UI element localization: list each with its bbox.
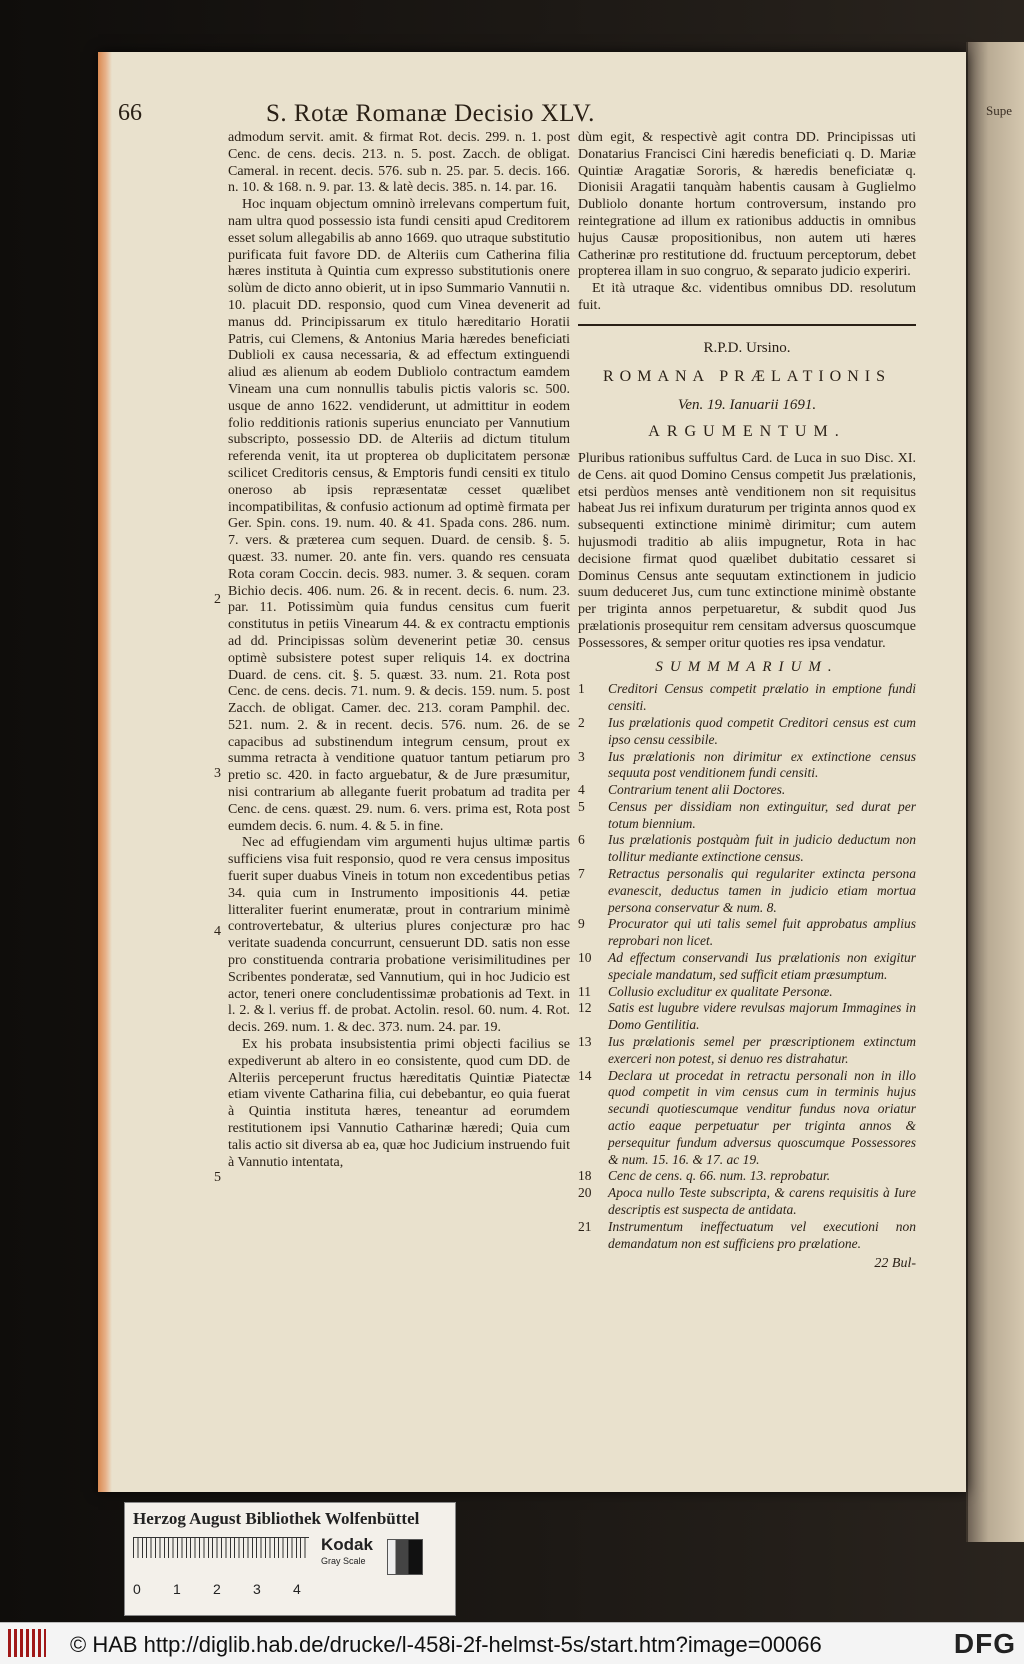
next-page-edge (966, 42, 1024, 1542)
summary-item-text: Ius prælationis postquàm fuit in judicio deductum non tollitur mediante extinctione census. (608, 832, 916, 865)
section-rule (578, 324, 916, 326)
right-paragraph: dùm egit, & respectivè agit contra DD. Principissas uti Donatarius Francisci Cini hæredis beneficiati q. D. Mariæ Quintiæ Aragatiæ Sororis, & hæredis beneficiatæ q. Dionisii Aragatii tanquàm habentis causam à Guglielmo Dubliolo donante hortum controversum, instando pro reintegratione ad illum ex rationibus adductis in omnibus hujus Causæ propositionibus, non autem uti hæres Catherinæ pro restitutione dd. fructuum perceptorum, debet propterea illam in suo congruo, & separato judicio experiri. (578, 130, 916, 280)
summary-item-text: Ius prælationis semel per præscriptionem extinctum exerceri non potest, si denuo res distrahatur. (608, 1034, 916, 1066)
summary-item (578, 950, 916, 984)
summary-item-text: Census per dissidiam non extinguitur, sed durat per totum biennium. (608, 798, 916, 831)
summary-item-text: Ius prælationis non dirimitur ex extinctione census sequuta post venditionem fundi censiti. (608, 748, 916, 781)
scale-number: 1 (173, 1581, 181, 1597)
summary-item (578, 866, 916, 916)
argument-heading: ARGUMENTUM. (648, 423, 846, 441)
summary-item-text: Instrumentum ineffectuatum vel executioni non demandatum non est sufficiens pro prælatione. (608, 1218, 916, 1251)
scale-number: 3 (253, 1581, 261, 1597)
summary-item (578, 782, 916, 799)
summary-item (578, 1185, 916, 1219)
summary-item-number: 14 (578, 1067, 592, 1083)
summary-item-number: 4 (578, 782, 585, 798)
summary-item-number: 5 (578, 798, 585, 814)
summary-item-text: Procurator qui uti talis semel fuit approbatus amplius reprobari non licet. (608, 916, 916, 949)
summary-item-text: Collusio excluditur ex qualitate Personæ. (608, 983, 833, 999)
summary-item-number: 1 (578, 681, 585, 697)
summary-item-number: 20 (578, 1185, 592, 1201)
summary-item (578, 1034, 916, 1068)
scale-number: 2 (213, 1581, 221, 1597)
summary-item (578, 749, 916, 783)
scale-number: 4 (293, 1581, 301, 1597)
summary-item-number: 7 (578, 866, 585, 882)
summary-item (578, 984, 916, 1001)
summary-item-number: 12 (578, 1000, 592, 1016)
summary-item-number: 6 (578, 832, 585, 848)
footer-link[interactable]: © HAB http://diglib.hab.de/drucke/l-458i-2f-helmst-5s/start.htm?image=00066 (70, 1632, 822, 1657)
library-name: Herzog August Bibliothek Wolfenbüttel (133, 1509, 420, 1528)
summary-item (578, 715, 916, 749)
summary-item (578, 832, 916, 866)
right-column (578, 130, 916, 1273)
summary-item-number: 21 (578, 1218, 592, 1234)
summary-item-number: 9 (578, 916, 585, 932)
gray-scale-patch (387, 1539, 423, 1575)
summary-item-text: Ad effectum conservandi Ius prælationis non exigitur speciale mandatum, sed sufficit etiam præsumptum. (608, 950, 916, 982)
page-number: 66 (118, 100, 142, 126)
summary-item-number: 13 (578, 1034, 592, 1050)
barcode-icon (8, 1629, 46, 1657)
summary-item (578, 1000, 916, 1034)
library-label (124, 1502, 456, 1616)
scale-ruler (133, 1537, 309, 1576)
running-head (118, 100, 858, 134)
summary-item-text: Retractus personalis qui regulariter extincta persona evanescit, deductus tamen in judicio etiam mortua persona conservatur & num. 8. (608, 866, 916, 915)
summary-item-text: Cenc de cens. q. 66. num. 13. reprobatur. (608, 1168, 831, 1184)
left-paragraph: Hoc inquam objectum omninò irrelevans compertum fuit, nam ultra quod possessio ista fundi censiti apud Creditorem esset solum allegabilis ab anno 1669. quo utraque substitutio purificata fuit favore DD. de Alteriis cum Catherina filia hæres instituta à Quintia cum expresso substitutionis onere solùm de dicto anno obierit, ut in ipso Summario Vannutii n. 10. placuit DD. responsio, quod cum Vinea devenerit ad manus dd. Principissarum ex titulo hæreditario Horatii Patris, cui Clemens, & Antonius Maria hæredes beneficiati Dublioli ex causa necessaria, & ad effectum extinguendi aliud æs alienum ab eodem Dubliolo contractum eamdem Vineam una cum nonnullis tabulis pictis valoris sc. 500. usque de anno 1622. vendiderunt, ut admittitur in eodem folio redditionis rationis superius enunciato per Vannutium subscripto, possessio DD. de Alteriis ad dictum titulum referenda venit, ita ut propterea ob duplicitatem personæ scilicet Creditoris census, & Emptoris fundi censiti ex titulo oneroso ab ipsis repræsentatæ cesset quælibet incompatibilitas, & confusio actionum ad optimè firmata per Ger. Spin. cons. 19. num. 40. & 41. Spada cons. 286. num. 7. vers. & præterea cum sequen. Duard. de censib. §. 5. quæst. 33. numer. 20. ante fin. vers. quando res censuata Rota coram Coccin. decis. 983. numer. 3. & sequen. coram Bichio decis. 406. num. 26. & in recent. decis. 6. num. 23. par. 11. Potissimùm quia fundus censitus cum fuerit constitutus in petiis Vinearum 44. & ex contractu emptionis ad dd. Principissas solùm devenerint petiæ 30. census optimè subsistere potest super reliquis 14. ex doctrina Duard. de cens. cit. §. 5. quæst. 33. num. 21. Rota post Cenc. de cens. decis. 71. num. 9. & decis. 159. num. 5. post Zacch. de obligat. Camer. dec. 213. coram Pamphil. dec. 521. num. 2. & in recent. decis. 576. num. 26. de se capacibus ad substinendum integrum censum, prout ex summa retracta à venditione quatuor tantum petiarum pro pretio sc. 420. in facto arguebatur, & de Jure præsumitur, nisi contrarium ab allegante fuerit probatum ad tradita per Cenc. de cens. quæst. 29. num. 6. vers. prima est, Rota post eumdem decis. 6. num. 4. & 5. in fine. (228, 197, 570, 834)
summary-item-text: Declara ut procedat in retractu personali non in illo quod competit in vim census cum in terminis hujus secundi quotiescumque venditur fundus nova oriatur actio eaque perpetuatur per triginta annos & persequitur fundum adversus quoscumque Possessores & num. 15. 16. & 17. ac 19. (608, 1067, 916, 1167)
summary-item-text: Ius prælationis quod competit Creditori census est cum ipso censu cessibile. (608, 714, 916, 747)
catchword: 22 Bul- (874, 1256, 916, 1272)
scale-number: 0 (133, 1581, 141, 1597)
summary-item (578, 1068, 916, 1169)
summary-item-text: Apoca nullo Teste subscripta, & carens requisitis à Iure descriptis est suspecta de antidata. (608, 1185, 916, 1218)
summary-item (578, 1219, 916, 1253)
kodak-logo: Kodak (321, 1535, 373, 1554)
summary-item (578, 1168, 916, 1185)
left-paragraph: Ex his probata insubsistentia primi objecti facilius se expediverunt ab altero in eo consistente, quod cum DD. de Alteriis perceperunt fructus hæreditatis Quintiæ Piatectæ etiam vivente Catharina filia, cui debebantur, eo quia fuerat à Quintia instituta hæres, teneantur ad eorumdem restitutionem ipsi Vannutio Catharinæ hæredi; Quia cum talis actio sit diversa ab ea, quæ hoc Judicium instruendo fuit à Vannutio intentata, (228, 1037, 570, 1170)
summary-item-text: Contrarium tenent alii Doctores. (608, 782, 786, 798)
case-date: Ven. 19. Ianuarii 1691. (677, 397, 817, 414)
summary-item (578, 799, 916, 833)
page-edge-stain (98, 52, 112, 1492)
judge-name: R.P.D. Ursino. (703, 339, 791, 356)
page-title: S. Rotæ Romanæ Decisio XLV. (266, 100, 595, 127)
dfg-logo: DFG (953, 1628, 1016, 1659)
summary-item-number: 10 (578, 950, 592, 966)
right-paragraph: Et ità utraque &c. videntibus omnibus DD. resolutum fuit. (578, 281, 916, 313)
summary-item-text: Creditori Census competit prælatio in emptione fundi censiti. (608, 681, 916, 714)
margin-number: 4 (214, 924, 221, 939)
summary-list (578, 681, 916, 1252)
summary-item-text: Satis est lugubre videre revulsas majorum Immagines in Domo Gentilitia. (608, 1000, 916, 1033)
case-title: ROMANA PRÆLATIONIS (602, 367, 892, 385)
summary-item-number: 3 (578, 748, 585, 764)
left-paragraph: admodum servit. amit. & firmat Rot. decis. 299. n. 1. post Cenc. de cens. decis. 213. n. 5. post. Zacch. de obligat. Cameral. in recent. decis. 576. sub n. 25. par. 5. decis. 166. n. 10. & 168. n. 9. par. 13. & latè decis. 385. n. 14. par. 16. (228, 130, 570, 196)
summary-item-number: 2 (578, 714, 585, 730)
summary-item (578, 681, 916, 715)
argument-text: Pluribus rationibus suffultus Card. de Luca in suo Disc. XI. de Cens. ait quod Domino Census competit Jus prælationis, etsi perdùos menses antè venditionem non sit requisitus habeat Jus rei infixum duraturum per triginta annos quod ex subsequenti extinctione minimè dirimitur; cum autem hujusmodi traditio ab aliis impugnetur, Rota in hac decisione firmat quod quælibet dubitatio cessaret si Dominus Census ante sequutam extinctionem in judicio suum deduceret Jus, cum tunc extinctione minimè obstante per triginta annos perpetuaretur, & subdit quod Jus prælationis prosequitur rem censitam adversus quoscumque Possessores, & semper oritur quoties res ipsa vendatur. (578, 450, 916, 651)
left-paragraph: Nec ad effugiendam vim argumenti hujus ultimæ partis sufficiens visa fuit responsio, quod re vera census impositus fuerit super duabus Vineis in totum non excedentibus petias 34. quia cum in Instrumento impositionis 44. petiæ litteraliter fuerint enumeratæ, prout in contrarium minimè controvertebatur, & ulterius plures conjecturæ pro hac veritate suadenda concurrunt, censuerunt DD. satis non esse pro constituenda contraria probatione verisimilitudines per Scribentes ponderatæ, sed Vannutium, qui in hoc Judicio est actor, teneri onere concludentissimæ probationis ad Text. in l. 2. & l. verius ff. de probat. Actolin. resol. 60. num. 4. Rot. decis. 269. num. 1. & dec. 373. num. 24. par. 19. (228, 835, 570, 1036)
summary-item-number: 11 (578, 983, 591, 999)
margin-number: 3 (214, 766, 221, 781)
margin-number: 2 (214, 592, 221, 607)
summary-item-number: 18 (578, 1168, 592, 1184)
summary-heading: SUMMMARIUM. (655, 658, 839, 675)
left-column (228, 130, 570, 1171)
footer-bar (0, 1622, 1024, 1664)
grayscale-label: Gray Scale (321, 1556, 366, 1566)
margin-number: 5 (214, 1170, 221, 1185)
summary-item (578, 916, 916, 950)
next-page-text: Supe (986, 103, 1012, 118)
